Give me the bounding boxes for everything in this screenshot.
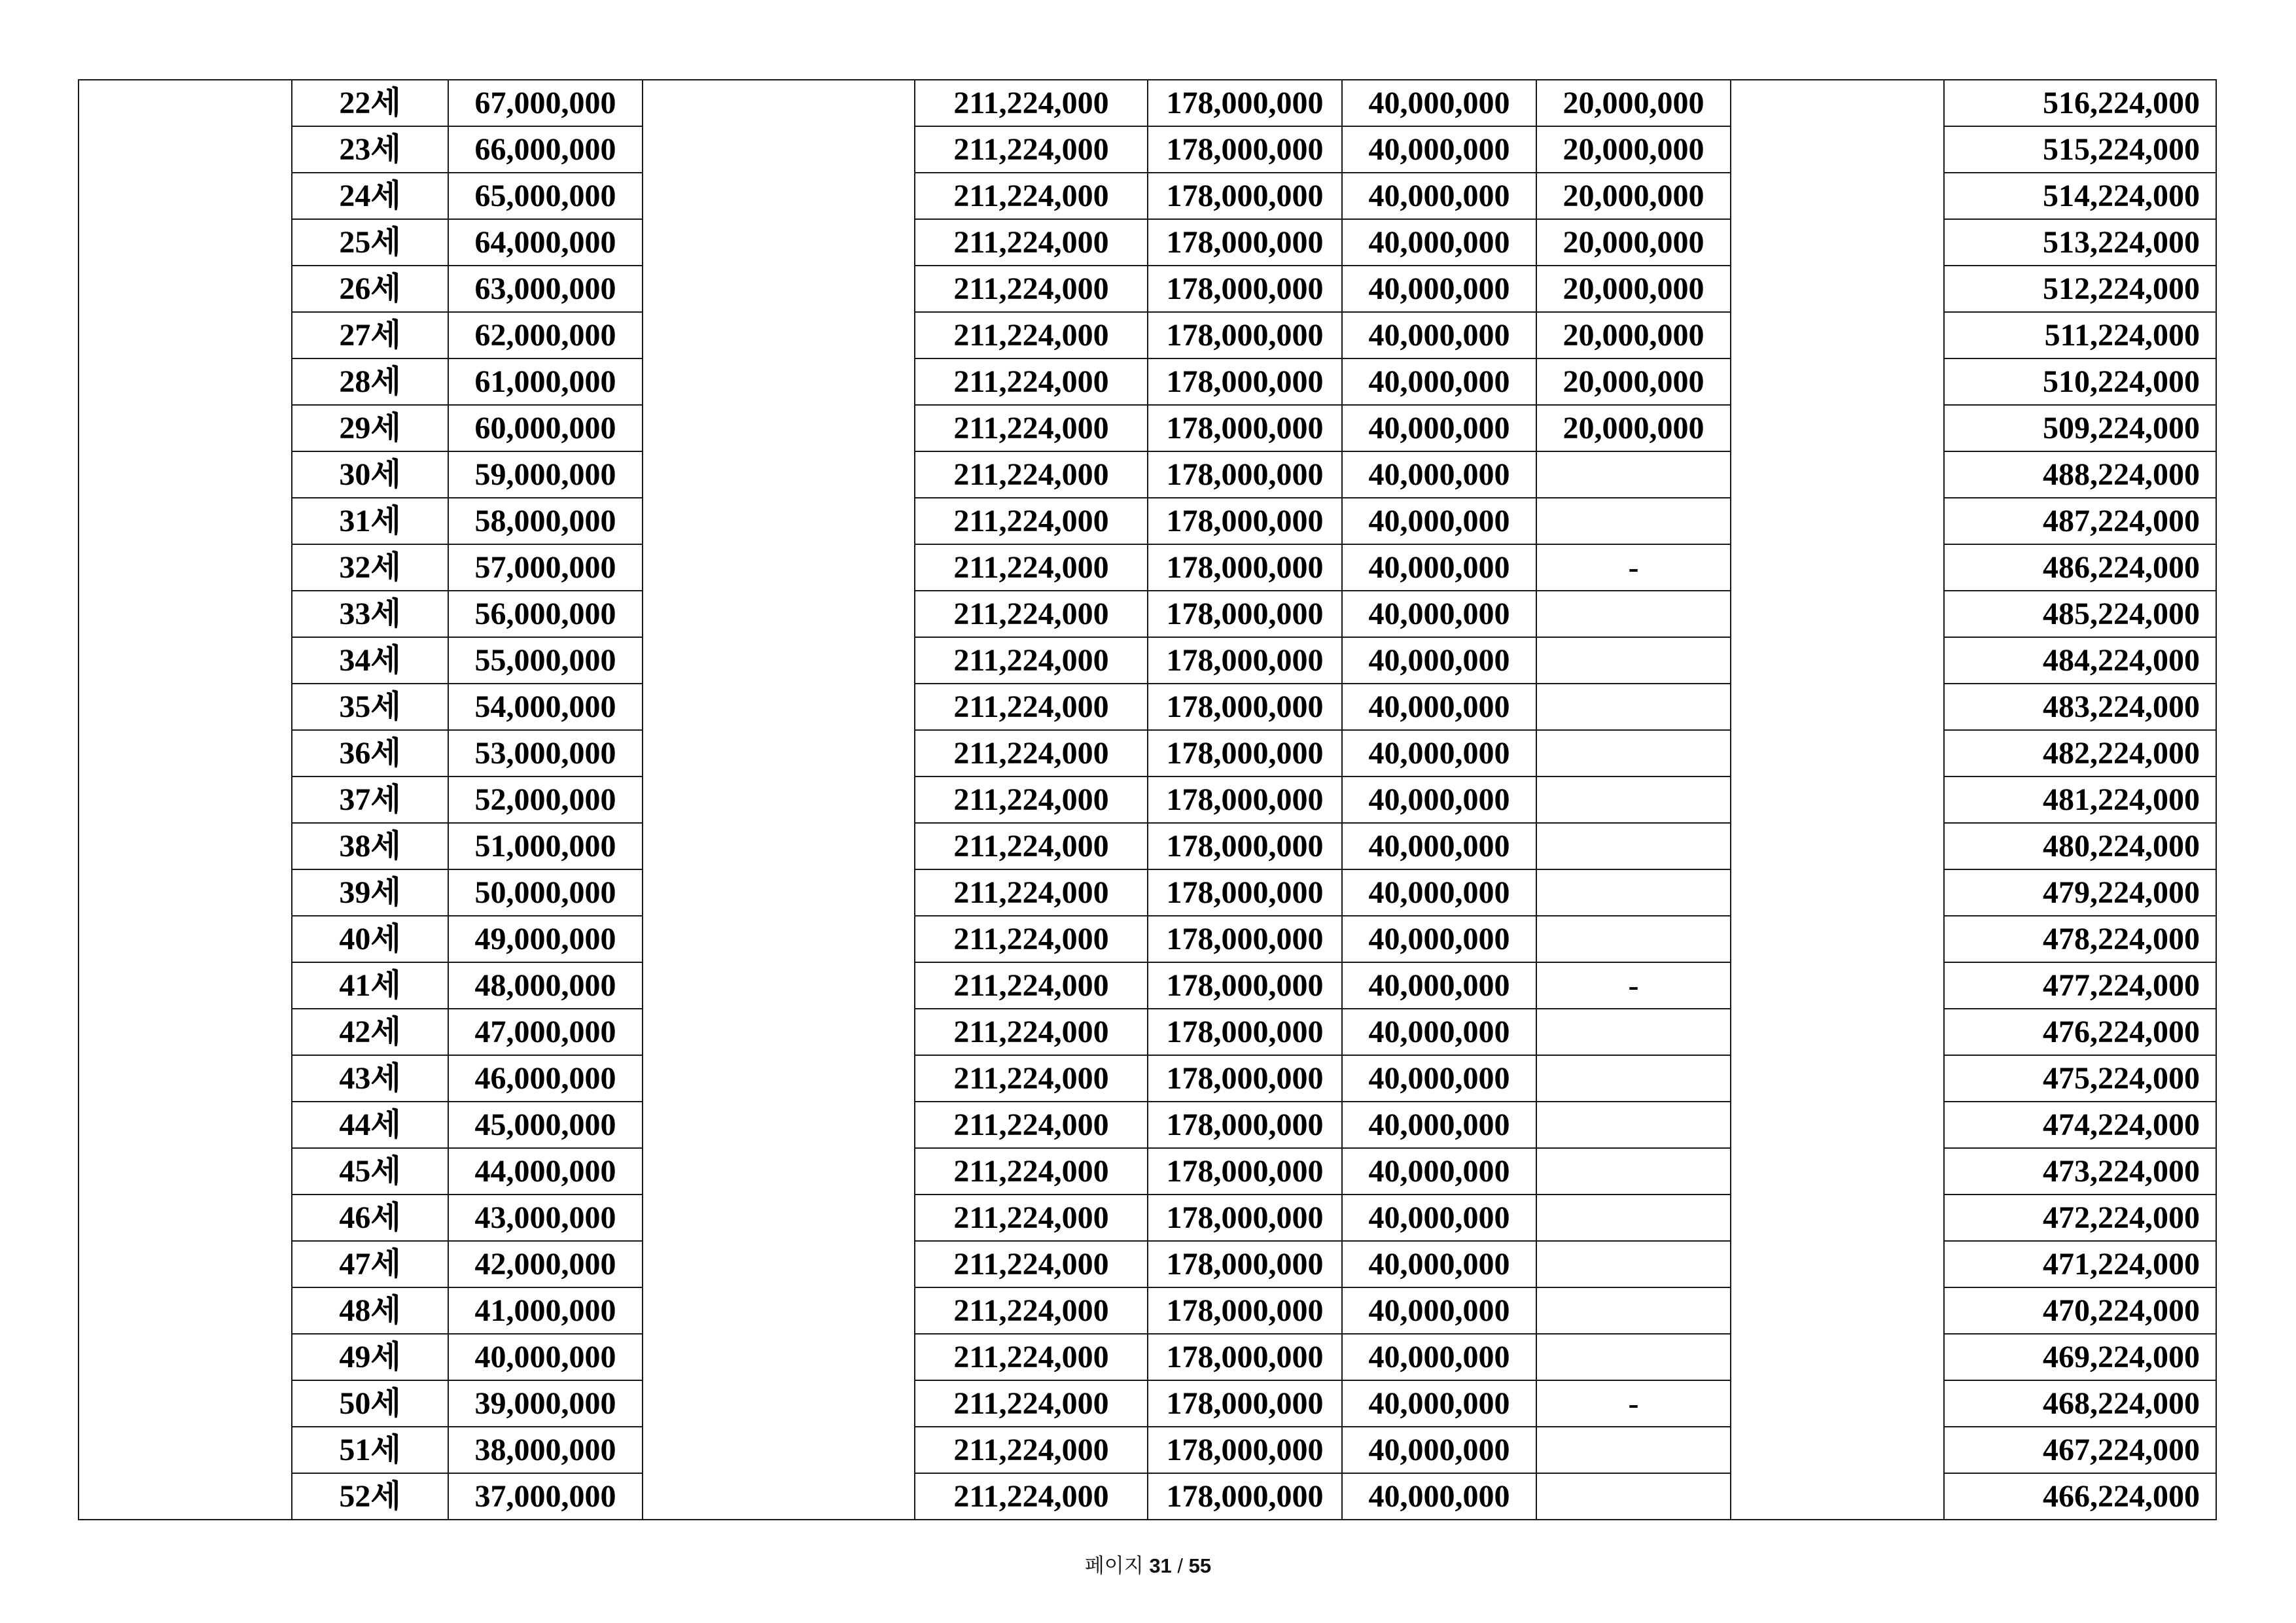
amount-cell: 60,000,000 — [448, 405, 643, 451]
total-cell: 478,224,000 — [1944, 916, 2216, 962]
age-cell: 34세 — [292, 637, 448, 684]
amount-cell: 64,000,000 — [448, 219, 643, 266]
age-cell: 27세 — [292, 312, 448, 358]
age-cell: 29세 — [292, 405, 448, 451]
age-cell: 25세 — [292, 219, 448, 266]
value-a-cell: 211,224,000 — [915, 637, 1148, 684]
amount-cell: 45,000,000 — [448, 1102, 643, 1148]
amount-cell: 40,000,000 — [448, 1334, 643, 1380]
total-cell: 488,224,000 — [1944, 451, 2216, 498]
page-separator: / — [1177, 1554, 1184, 1577]
value-c-cell: 40,000,000 — [1342, 358, 1536, 405]
value-c-cell: 40,000,000 — [1342, 962, 1536, 1009]
value-a-cell: 211,224,000 — [915, 777, 1148, 823]
value-d-cell — [1536, 1102, 1731, 1148]
value-a-cell: 211,224,000 — [915, 266, 1148, 312]
value-a-cell: 211,224,000 — [915, 1287, 1148, 1334]
value-c-cell: 40,000,000 — [1342, 312, 1536, 358]
amount-cell: 56,000,000 — [448, 591, 643, 637]
total-cell: 487,224,000 — [1944, 498, 2216, 544]
value-d-cell — [1536, 869, 1731, 916]
age-cell: 31세 — [292, 498, 448, 544]
value-b-cell: 178,000,000 — [1148, 684, 1342, 730]
value-d-cell: - — [1536, 962, 1731, 1009]
total-cell: 467,224,000 — [1944, 1427, 2216, 1473]
value-c-cell: 40,000,000 — [1342, 1473, 1536, 1520]
value-c-cell: 40,000,000 — [1342, 80, 1536, 126]
total-cell: 483,224,000 — [1944, 684, 2216, 730]
value-c-cell: 40,000,000 — [1342, 1195, 1536, 1241]
value-b-cell: 178,000,000 — [1148, 498, 1342, 544]
age-cell: 45세 — [292, 1148, 448, 1195]
total-cell: 482,224,000 — [1944, 730, 2216, 777]
amount-cell: 46,000,000 — [448, 1055, 643, 1102]
value-a-cell: 211,224,000 — [915, 1055, 1148, 1102]
amount-cell: 51,000,000 — [448, 823, 643, 869]
value-b-cell: 178,000,000 — [1148, 1195, 1342, 1241]
age-cell: 51세 — [292, 1427, 448, 1473]
amount-cell: 37,000,000 — [448, 1473, 643, 1520]
amount-cell: 55,000,000 — [448, 637, 643, 684]
value-c-cell: 40,000,000 — [1342, 869, 1536, 916]
value-c-cell: 40,000,000 — [1342, 1009, 1536, 1055]
value-c-cell: 40,000,000 — [1342, 451, 1536, 498]
value-c-cell: 40,000,000 — [1342, 1380, 1536, 1427]
value-a-cell: 211,224,000 — [915, 451, 1148, 498]
value-a-cell: 211,224,000 — [915, 1380, 1148, 1427]
amount-cell: 52,000,000 — [448, 777, 643, 823]
total-cell: 486,224,000 — [1944, 544, 2216, 591]
age-cell: 42세 — [292, 1009, 448, 1055]
value-c-cell: 40,000,000 — [1342, 498, 1536, 544]
value-b-cell: 178,000,000 — [1148, 916, 1342, 962]
amount-cell: 65,000,000 — [448, 173, 643, 219]
table-row — [79, 80, 2216, 126]
value-b-cell: 178,000,000 — [1148, 358, 1342, 405]
value-b-cell: 178,000,000 — [1148, 266, 1342, 312]
value-c-cell: 40,000,000 — [1342, 1287, 1536, 1334]
total-cell: 475,224,000 — [1944, 1055, 2216, 1102]
value-b-cell: 178,000,000 — [1148, 544, 1342, 591]
value-b-cell: 178,000,000 — [1148, 173, 1342, 219]
value-d-cell: 20,000,000 — [1536, 126, 1731, 173]
total-cell: 515,224,000 — [1944, 126, 2216, 173]
age-cell: 43세 — [292, 1055, 448, 1102]
amount-cell: 49,000,000 — [448, 916, 643, 962]
age-cell: 32세 — [292, 544, 448, 591]
age-cell: 44세 — [292, 1102, 448, 1148]
value-a-cell: 211,224,000 — [915, 730, 1148, 777]
amount-cell: 43,000,000 — [448, 1195, 643, 1241]
value-b-cell: 178,000,000 — [1148, 1380, 1342, 1427]
value-c-cell: 40,000,000 — [1342, 777, 1536, 823]
age-cell: 30세 — [292, 451, 448, 498]
value-d-cell — [1536, 1148, 1731, 1195]
total-page-count: 55 — [1188, 1554, 1212, 1577]
age-cell: 38세 — [292, 823, 448, 869]
value-d-cell — [1536, 1241, 1731, 1287]
value-d-cell — [1536, 1055, 1731, 1102]
value-a-cell: 211,224,000 — [915, 1195, 1148, 1241]
value-d-cell — [1536, 1287, 1731, 1334]
value-c-cell: 40,000,000 — [1342, 173, 1536, 219]
total-cell: 484,224,000 — [1944, 637, 2216, 684]
value-a-cell: 211,224,000 — [915, 684, 1148, 730]
value-d-cell — [1536, 730, 1731, 777]
value-c-cell: 40,000,000 — [1342, 916, 1536, 962]
value-a-cell: 211,224,000 — [915, 823, 1148, 869]
value-a-cell: 211,224,000 — [915, 544, 1148, 591]
age-cell: 23세 — [292, 126, 448, 173]
value-b-cell: 178,000,000 — [1148, 962, 1342, 1009]
age-cell: 40세 — [292, 916, 448, 962]
value-a-cell: 211,224,000 — [915, 80, 1148, 126]
amount-cell: 48,000,000 — [448, 962, 643, 1009]
value-d-cell — [1536, 1473, 1731, 1520]
age-cell: 46세 — [292, 1195, 448, 1241]
value-b-cell: 178,000,000 — [1148, 1148, 1342, 1195]
amount-cell: 44,000,000 — [448, 1148, 643, 1195]
value-d-cell: 20,000,000 — [1536, 219, 1731, 266]
age-cell: 33세 — [292, 591, 448, 637]
value-d-cell — [1536, 916, 1731, 962]
value-a-cell: 211,224,000 — [915, 1241, 1148, 1287]
value-d-cell: 20,000,000 — [1536, 173, 1731, 219]
total-cell: 513,224,000 — [1944, 219, 2216, 266]
value-d-cell — [1536, 777, 1731, 823]
value-a-cell: 211,224,000 — [915, 1473, 1148, 1520]
value-a-cell: 211,224,000 — [915, 869, 1148, 916]
total-cell: 477,224,000 — [1944, 962, 2216, 1009]
value-b-cell: 178,000,000 — [1148, 637, 1342, 684]
age-cell: 37세 — [292, 777, 448, 823]
age-cell: 24세 — [292, 173, 448, 219]
value-d-cell: 20,000,000 — [1536, 358, 1731, 405]
value-b-cell: 178,000,000 — [1148, 823, 1342, 869]
total-cell: 476,224,000 — [1944, 1009, 2216, 1055]
age-cell: 41세 — [292, 962, 448, 1009]
value-a-cell: 211,224,000 — [915, 1427, 1148, 1473]
age-cell: 47세 — [292, 1241, 448, 1287]
value-d-cell: 20,000,000 — [1536, 266, 1731, 312]
value-b-cell: 178,000,000 — [1148, 1287, 1342, 1334]
amount-cell: 58,000,000 — [448, 498, 643, 544]
value-b-cell: 178,000,000 — [1148, 777, 1342, 823]
age-cell: 50세 — [292, 1380, 448, 1427]
value-d-cell — [1536, 1195, 1731, 1241]
age-cell: 22세 — [292, 80, 448, 126]
value-a-cell: 211,224,000 — [915, 498, 1148, 544]
total-cell: 516,224,000 — [1944, 80, 2216, 126]
amount-cell: 62,000,000 — [448, 312, 643, 358]
value-b-cell: 178,000,000 — [1148, 1427, 1342, 1473]
value-d-cell — [1536, 637, 1731, 684]
amount-cell: 61,000,000 — [448, 358, 643, 405]
value-a-cell: 211,224,000 — [915, 126, 1148, 173]
value-d-cell: 20,000,000 — [1536, 80, 1731, 126]
value-b-cell: 178,000,000 — [1148, 1009, 1342, 1055]
value-c-cell: 40,000,000 — [1342, 591, 1536, 637]
total-cell: 481,224,000 — [1944, 777, 2216, 823]
amount-cell: 41,000,000 — [448, 1287, 643, 1334]
value-b-cell: 178,000,000 — [1148, 591, 1342, 637]
age-cell: 35세 — [292, 684, 448, 730]
age-cell: 39세 — [292, 869, 448, 916]
value-d-cell — [1536, 823, 1731, 869]
amount-cell: 67,000,000 — [448, 80, 643, 126]
total-cell: 479,224,000 — [1944, 869, 2216, 916]
value-d-cell — [1536, 451, 1731, 498]
value-c-cell: 40,000,000 — [1342, 1427, 1536, 1473]
value-b-cell: 178,000,000 — [1148, 730, 1342, 777]
value-b-cell: 178,000,000 — [1148, 1241, 1342, 1287]
value-a-cell: 211,224,000 — [915, 405, 1148, 451]
value-b-cell: 178,000,000 — [1148, 1473, 1342, 1520]
age-cell: 49세 — [292, 1334, 448, 1380]
amount-cell: 53,000,000 — [448, 730, 643, 777]
value-a-cell: 211,224,000 — [915, 1102, 1148, 1148]
value-b-cell: 178,000,000 — [1148, 80, 1342, 126]
value-b-cell: 178,000,000 — [1148, 1334, 1342, 1380]
current-page-number: 31 — [1149, 1554, 1172, 1577]
total-cell: 510,224,000 — [1944, 358, 2216, 405]
age-cell: 26세 — [292, 266, 448, 312]
value-b-cell: 178,000,000 — [1148, 451, 1342, 498]
total-cell: 512,224,000 — [1944, 266, 2216, 312]
amount-cell: 66,000,000 — [448, 126, 643, 173]
value-c-cell: 40,000,000 — [1342, 1241, 1536, 1287]
page-footer — [0, 1552, 2296, 1580]
value-c-cell: 40,000,000 — [1342, 823, 1536, 869]
amount-cell: 59,000,000 — [448, 451, 643, 498]
value-c-cell: 40,000,000 — [1342, 1334, 1536, 1380]
value-d-cell — [1536, 684, 1731, 730]
value-b-cell: 178,000,000 — [1148, 126, 1342, 173]
page-label: 페이지 — [1084, 1554, 1144, 1577]
value-b-cell: 178,000,000 — [1148, 405, 1342, 451]
total-cell: 469,224,000 — [1944, 1334, 2216, 1380]
total-cell: 466,224,000 — [1944, 1473, 2216, 1520]
age-cell: 36세 — [292, 730, 448, 777]
value-d-cell — [1536, 498, 1731, 544]
value-a-cell: 211,224,000 — [915, 962, 1148, 1009]
value-b-cell: 178,000,000 — [1148, 312, 1342, 358]
amount-cell: 42,000,000 — [448, 1241, 643, 1287]
value-a-cell: 211,224,000 — [915, 1009, 1148, 1055]
value-b-cell: 178,000,000 — [1148, 1055, 1342, 1102]
total-cell: 471,224,000 — [1944, 1241, 2216, 1287]
value-a-cell: 211,224,000 — [915, 358, 1148, 405]
value-d-cell — [1536, 1334, 1731, 1380]
value-a-cell: 211,224,000 — [915, 1334, 1148, 1380]
total-cell: 474,224,000 — [1944, 1102, 2216, 1148]
merged-blank-cell-middle — [643, 80, 915, 1520]
merged-blank-cell-left — [79, 80, 292, 1520]
value-a-cell: 211,224,000 — [915, 591, 1148, 637]
total-cell: 468,224,000 — [1944, 1380, 2216, 1427]
age-cell: 48세 — [292, 1287, 448, 1334]
total-cell: 509,224,000 — [1944, 405, 2216, 451]
value-c-cell: 40,000,000 — [1342, 1055, 1536, 1102]
total-cell: 480,224,000 — [1944, 823, 2216, 869]
table-body — [79, 80, 2216, 1520]
amount-cell: 50,000,000 — [448, 869, 643, 916]
amount-cell: 38,000,000 — [448, 1427, 643, 1473]
value-a-cell: 211,224,000 — [915, 312, 1148, 358]
value-d-cell: - — [1536, 544, 1731, 591]
value-c-cell: 40,000,000 — [1342, 730, 1536, 777]
value-d-cell: 20,000,000 — [1536, 312, 1731, 358]
value-c-cell: 40,000,000 — [1342, 1148, 1536, 1195]
value-b-cell: 178,000,000 — [1148, 869, 1342, 916]
amount-cell: 47,000,000 — [448, 1009, 643, 1055]
value-b-cell: 178,000,000 — [1148, 1102, 1342, 1148]
value-d-cell: - — [1536, 1380, 1731, 1427]
data-table — [78, 79, 2217, 1520]
value-c-cell: 40,000,000 — [1342, 684, 1536, 730]
value-c-cell: 40,000,000 — [1342, 266, 1536, 312]
value-d-cell — [1536, 591, 1731, 637]
value-a-cell: 211,224,000 — [915, 173, 1148, 219]
amount-cell: 63,000,000 — [448, 266, 643, 312]
value-c-cell: 40,000,000 — [1342, 126, 1536, 173]
total-cell: 511,224,000 — [1944, 312, 2216, 358]
total-cell: 514,224,000 — [1944, 173, 2216, 219]
total-cell: 472,224,000 — [1944, 1195, 2216, 1241]
value-a-cell: 211,224,000 — [915, 1148, 1148, 1195]
value-d-cell — [1536, 1009, 1731, 1055]
age-cell: 52세 — [292, 1473, 448, 1520]
amount-cell: 54,000,000 — [448, 684, 643, 730]
value-c-cell: 40,000,000 — [1342, 1102, 1536, 1148]
value-a-cell: 211,224,000 — [915, 219, 1148, 266]
value-c-cell: 40,000,000 — [1342, 544, 1536, 591]
value-c-cell: 40,000,000 — [1342, 637, 1536, 684]
value-a-cell: 211,224,000 — [915, 916, 1148, 962]
value-b-cell: 178,000,000 — [1148, 219, 1342, 266]
value-c-cell: 40,000,000 — [1342, 405, 1536, 451]
value-c-cell: 40,000,000 — [1342, 219, 1536, 266]
total-cell: 470,224,000 — [1944, 1287, 2216, 1334]
value-d-cell — [1536, 1427, 1731, 1473]
total-cell: 473,224,000 — [1944, 1148, 2216, 1195]
amount-cell: 57,000,000 — [448, 544, 643, 591]
age-cell: 28세 — [292, 358, 448, 405]
amount-cell: 39,000,000 — [448, 1380, 643, 1427]
total-cell: 485,224,000 — [1944, 591, 2216, 637]
value-d-cell: 20,000,000 — [1536, 405, 1731, 451]
merged-blank-cell-right — [1731, 80, 1944, 1520]
